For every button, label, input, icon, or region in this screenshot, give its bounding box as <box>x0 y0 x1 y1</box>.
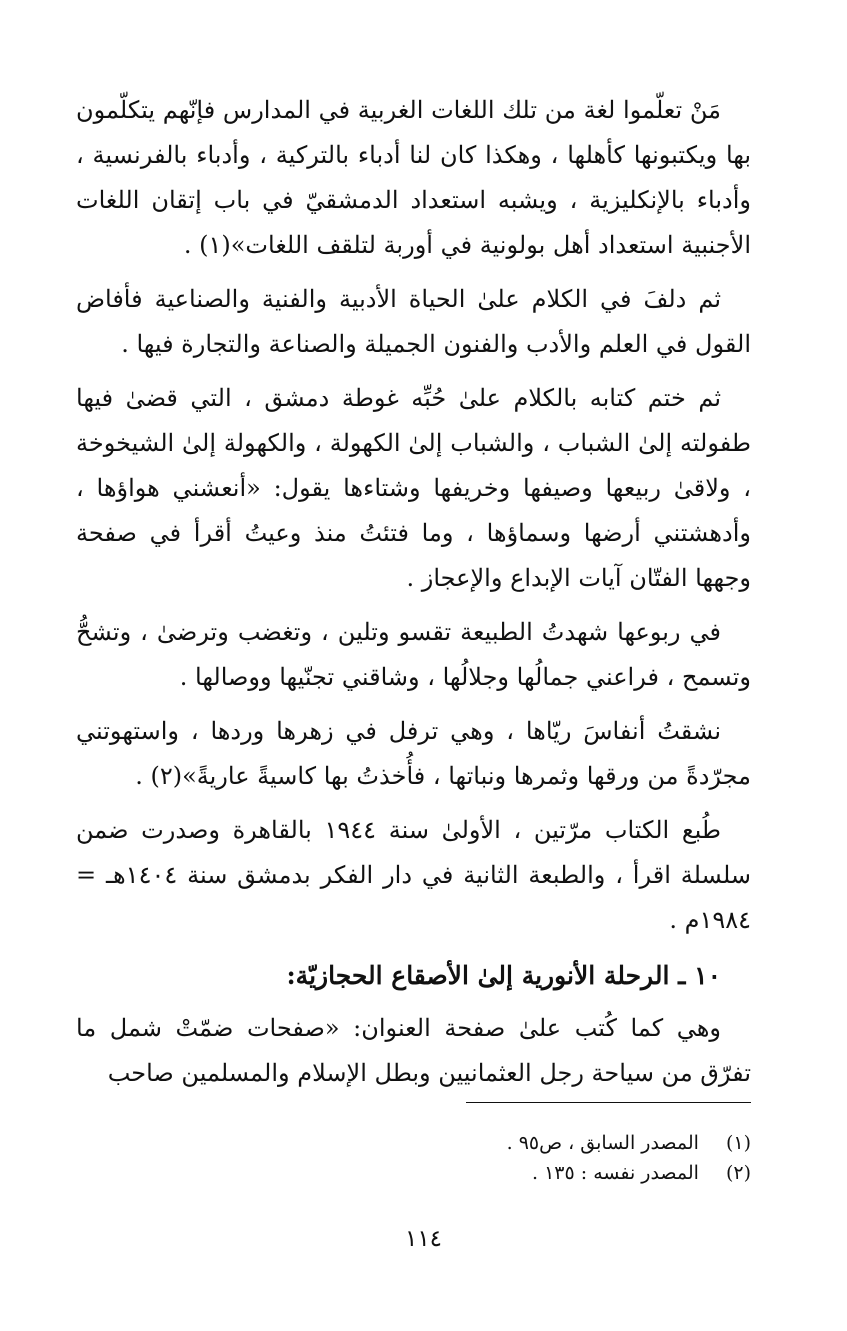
footnote-1 <box>331 1128 751 1158</box>
paragraph-3: ثم ختم كتابه بالكلام علىٰ حُبِّه غوطة دمشق ، التي قضىٰ فيها طفولته إلىٰ الشباب ، والشباب إلىٰ الكهولة ، والكهولة إلىٰ الشيخوخة ، ولاقىٰ ربيعها وصيفها وخريفها وشتاءها يقول: «أنعشني هواؤها ، وأدهشتني أرضها وسماؤها ، وما فتئتُ منذ وعيتُ أقرأ في صفحة وجهها الفتّان آيات الإبداع والإعجاز . <box>76 384 752 592</box>
paragraph-4: في ربوعها شهدتُ الطبيعة تقسو وتلين ، وتغضب وترضىٰ ، وتشحُّ وتسمح ، فراعني جمالُها وجلالُها ، وشاقني تجنّيها ووصالها . <box>76 618 751 691</box>
footnotes <box>331 1128 751 1188</box>
page-number: ١١٤ <box>404 1226 443 1252</box>
paragraph-closing: وهي كما كُتب علىٰ صفحة العنوان: «صفحات ضمّتْ شمل ما تفرّق من سياحة رجل العثمانيين وبطل الإسلام والمسلمين صاحب <box>76 1014 751 1087</box>
footnote-divider <box>466 1102 751 1103</box>
paragraph-5: نشقتُ أنفاسَ ريّاها ، وهي ترفل في زهرها وردها ، واستهوتني مجرّدةً من ورقها وثمرها ونباتها ، فأُخذتُ بها كاسيةً عاريةً»(٢) . <box>76 717 751 790</box>
section-heading: ١٠ ـ الرحلة الأنورية إلىٰ الأصقاع الحجازيّة: <box>286 961 721 990</box>
footnote-1-text: المصدر السابق ، ص٩٥ . <box>506 1132 699 1154</box>
footnote-2-text: المصدر نفسه : ١٣٥ . <box>532 1162 699 1184</box>
footnote-1-mark: (١) <box>725 1132 751 1154</box>
paragraph-6: طُبع الكتاب مرّتين ، الأولىٰ سنة ١٩٤٤ بالقاهرة وصدرت ضمن سلسلة اقرأ ، والطبعة الثانية في دار الفكر بدمشق سنة ١٤٠٤هـ = ١٩٨٤م . <box>76 816 751 934</box>
paragraph-2: ثم دلفَ في الكلام علىٰ الحياة الأدبية والفنية والصناعية فأفاض القول في العلم والأدب والفنون الجميلة والصناعة والتجارة فيها . <box>76 285 751 358</box>
paragraph-1: مَنْ تعلّموا لغة من تلك اللغات الغربية في المدارس فإنّهم يتكلّمون بها ويكتبونها كأهلها ، وهكذا كان لنا أدباء بالتركية ، وأدباء بالفرنسية ، وأدباء بالإنكليزية ، ويشبه استعداد الدمشقيّ في باب إتقان اللغات الأجنبية استعداد أهل بولونية في أوربة لتلقف اللغات»(١) . <box>76 96 751 259</box>
footnote-2 <box>331 1158 751 1188</box>
footnote-2-mark: (٢) <box>725 1162 751 1184</box>
